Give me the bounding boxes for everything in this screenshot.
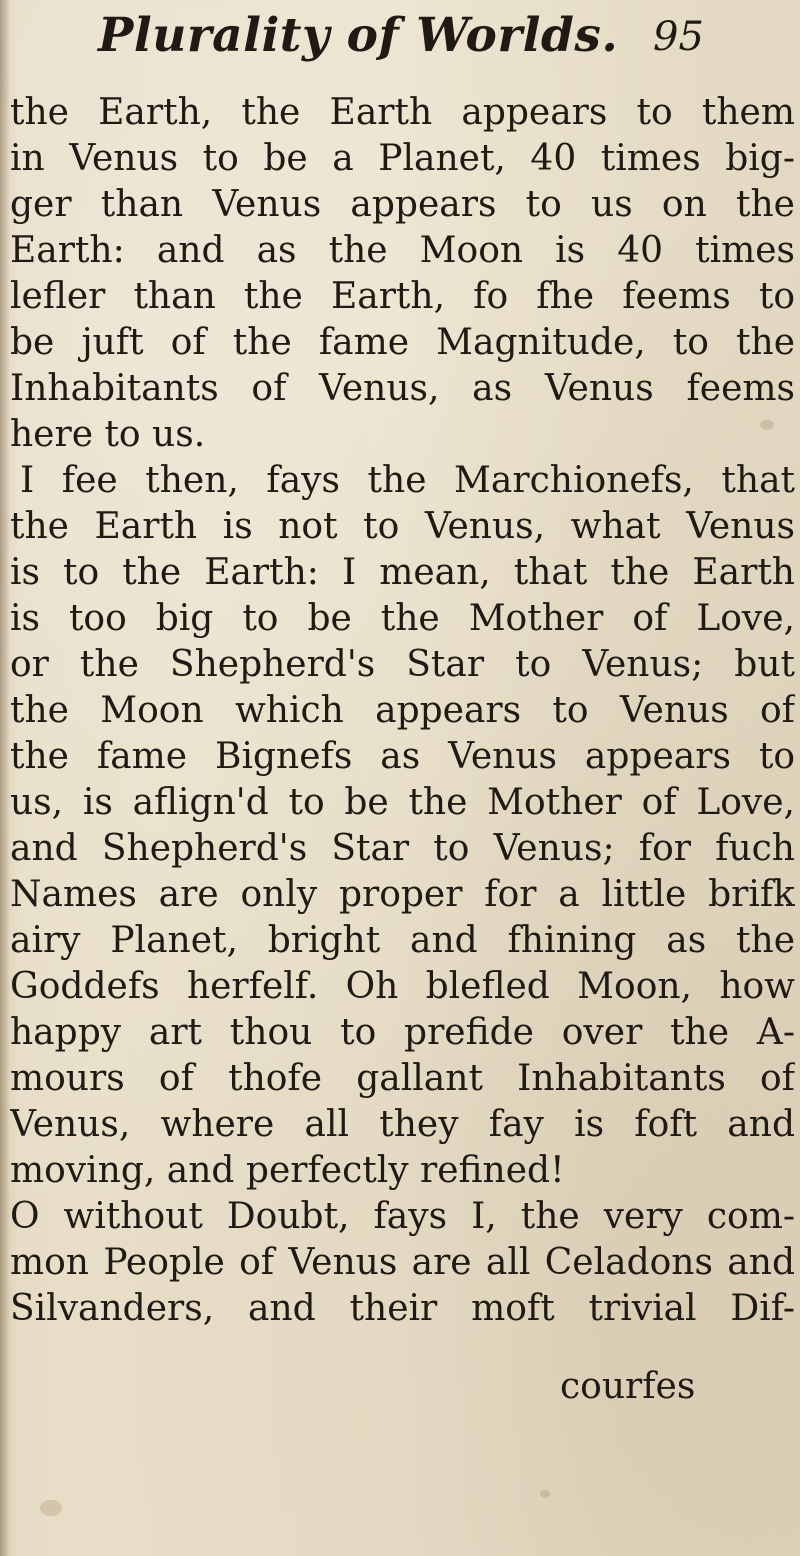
text-line: and Shepherd's Star to Venus; for fuch bbox=[10, 828, 795, 869]
text-line: happy art thou to prefide over the A- bbox=[10, 1012, 795, 1053]
text-line: here to us. bbox=[10, 414, 206, 455]
text-line: is too big to be the Mother of Love, bbox=[10, 598, 795, 639]
text-line: lefler than the Earth, fo fhe feems to bbox=[10, 276, 795, 317]
text-line: O without Doubt, fays I, the very com- bbox=[10, 1196, 795, 1237]
page-number: 95 bbox=[653, 14, 704, 60]
text-line: Inhabitants of Venus, as Venus feems bbox=[10, 368, 795, 409]
catchword: courfes bbox=[560, 1366, 696, 1407]
text-line: the fame Bignefs as Venus appears to bbox=[10, 736, 795, 777]
page-header bbox=[58, 8, 758, 68]
text-line: the Earth is not to Venus, what Venus bbox=[10, 506, 795, 547]
text-line: the Moon which appears to Venus of bbox=[10, 690, 795, 731]
text-line: airy Planet, bright and fhining as the bbox=[10, 920, 795, 961]
spine-shadow bbox=[0, 0, 10, 1556]
text-line: mours of thofe gallant Inhabitants of bbox=[10, 1058, 795, 1099]
text-line: or the Shepherd's Star to Venus; but bbox=[10, 644, 795, 685]
text-line: Names are only proper for a little brifk bbox=[10, 874, 795, 915]
text-line: ger than Venus appears to us on the bbox=[10, 184, 795, 225]
text-line: Earth: and as the Moon is 40 times bbox=[10, 230, 795, 271]
text-line: in Venus to be a Planet, 40 times big- bbox=[10, 138, 795, 179]
text-line: moving, and perfectly refined! bbox=[10, 1150, 565, 1191]
text-line: Venus, where all they fay is foft and bbox=[10, 1104, 795, 1145]
running-title: Plurality of Worlds. bbox=[98, 8, 619, 63]
text-line: the Earth, the Earth appears to them bbox=[10, 92, 795, 133]
text-line: Silvanders, and their moft trivial Dif- bbox=[10, 1288, 795, 1329]
body-text bbox=[10, 90, 795, 1332]
foxing-spot bbox=[40, 1500, 62, 1516]
text-line: be juft of the fame Magnitude, to the bbox=[10, 322, 795, 363]
text-line: is to the Earth: I mean, that the Earth bbox=[10, 552, 795, 593]
text-line: Goddefs herfelf. Oh blefled Moon, how bbox=[10, 966, 795, 1007]
text-line: mon People of Venus are all Celadons and bbox=[10, 1242, 795, 1283]
foxing-spot bbox=[540, 1490, 550, 1498]
text-line: I fee then, fays the Marchionefs, that bbox=[20, 460, 795, 501]
text-line: us, is aflign'd to be the Mother of Love, bbox=[10, 782, 795, 823]
